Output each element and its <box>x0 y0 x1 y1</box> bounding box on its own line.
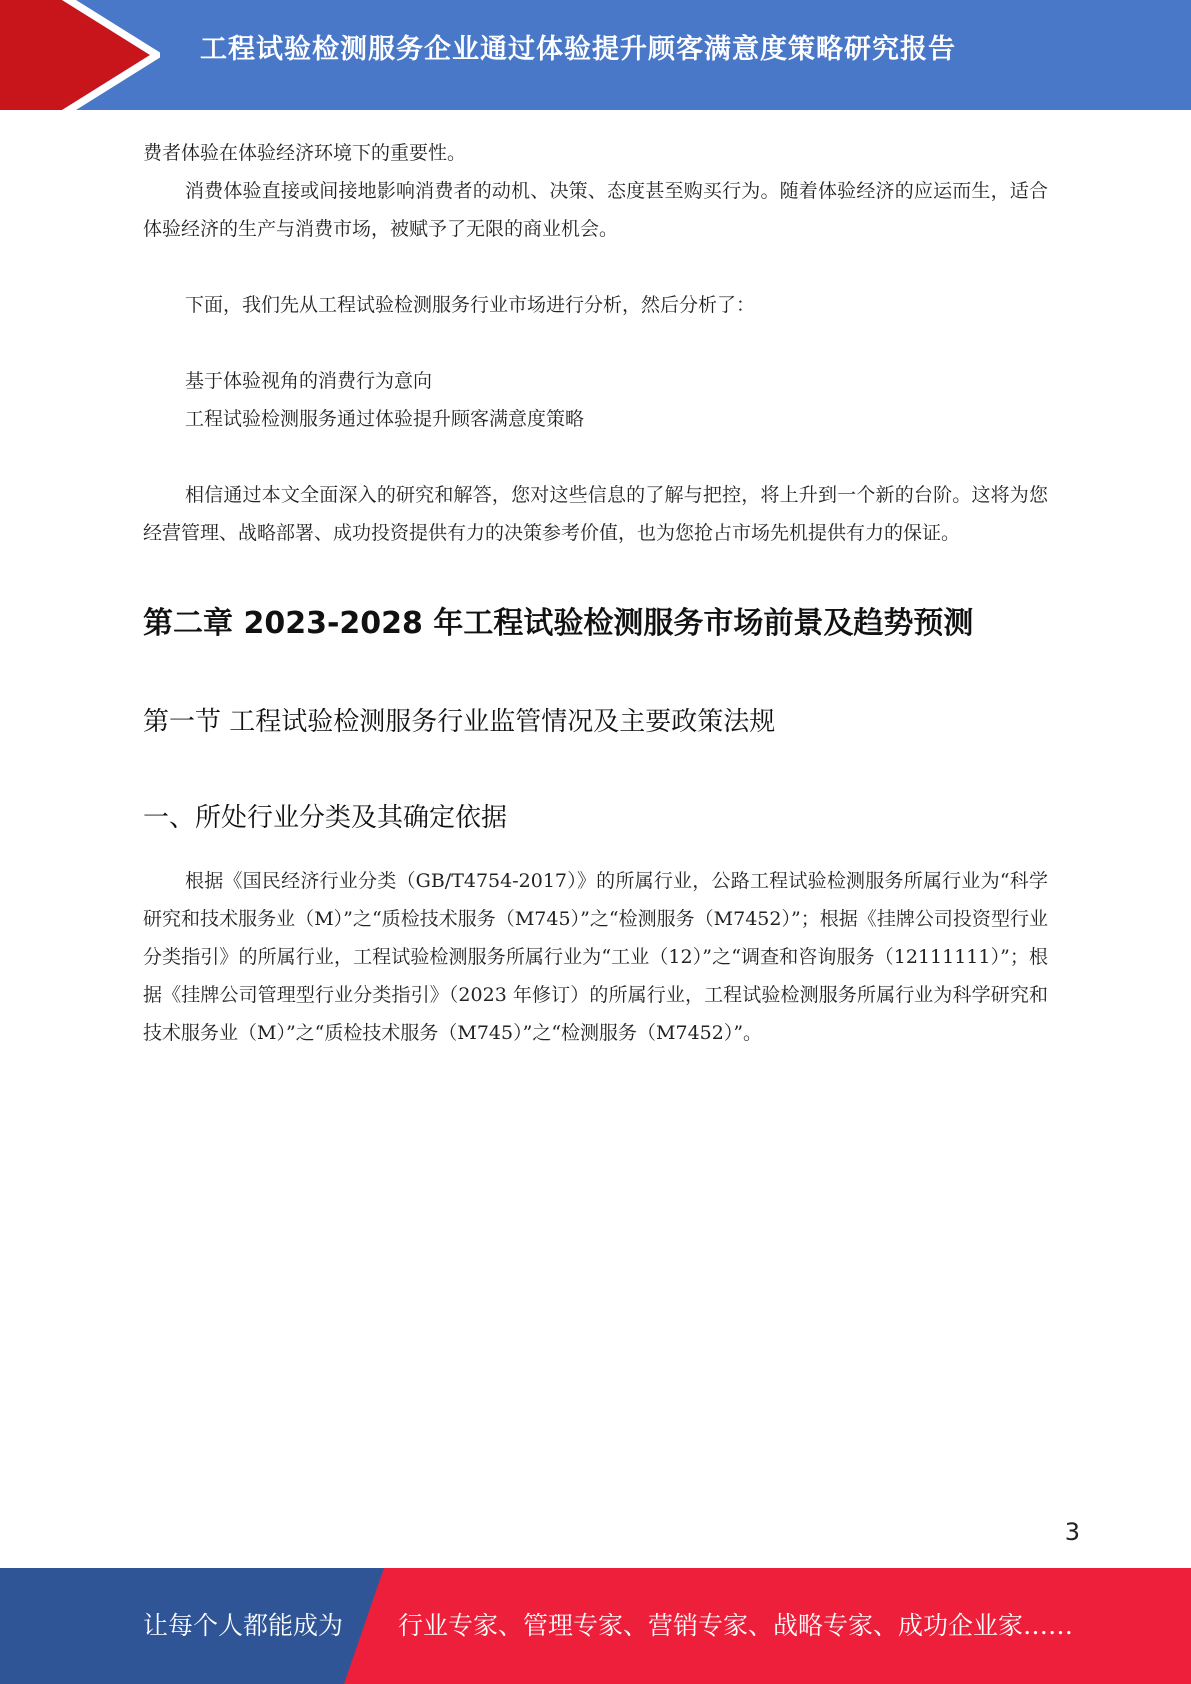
page-header <box>0 0 1191 110</box>
chapter-title: 第二章 2023-2028 年工程试验检测服务市场前景及趋势预测 <box>143 606 974 641</box>
footer-slogan-right: 行业专家、管理专家、营销专家、战略专家、成功企业家…… <box>398 1611 1074 1640</box>
paragraph-conclusion: 相信通过本文全面深入的研究和解答，您对这些信息的了解与把控，将上升到一个新的台阶。这将为您经营管理、战略部署、成功投资提供有力的决策参考价值，也为您抢占市场先机提供有力的保证。 <box>143 484 1048 544</box>
report-title: 工程试验检测服务企业通过体验提升顾客满意度策略研究报告 <box>200 34 956 65</box>
section-title: 第一节 工程试验检测服务行业监管情况及主要政策法规 <box>143 707 776 737</box>
document-body <box>143 134 1048 1052</box>
subsection-title: 一、所处行业分类及其确定依据 <box>143 803 508 833</box>
footer-slogan-left: 让每个人都能成为 <box>143 1611 344 1640</box>
paragraph-experience: 消费体验直接或间接地影响消费者的动机、决策、态度甚至购买行为。随着体验经济的应运而生，适合体验经济的生产与消费市场，被赋予了无限的商业机会。 <box>143 180 1048 240</box>
red-chevron-decoration <box>0 0 160 110</box>
page-footer <box>0 1568 1191 1684</box>
list-item: 工程试验检测服务通过体验提升顾客满意度策略 <box>185 408 585 430</box>
page-number: 3 <box>1064 1518 1080 1546</box>
paragraph-intro: 下面，我们先从工程试验检测服务行业市场进行分析，然后分析了： <box>185 294 756 316</box>
paragraph-continuation: 费者体验在体验经济环境下的重要性。 <box>143 142 467 164</box>
paragraph-classification: 根据《国民经济行业分类（GB/T4754-2017）》的所属行业，公路工程试验检测服务所属行业为“科学研究和技术服务业（M）”之“质检技术服务（M745）”之“检测服务（M7452）”；根据《挂牌公司投资型行业分类指引》的所属行业，工程试验检测服务所属行业为“工业（12）”之“调查和咨询服务（12111111）”；根据《挂牌公司管理型行业分类指引》（2023 年修订）的所属行业，工程试验检测服务所属行业为科学研究和技术服务业（M）”之“质检技术服务（M745）”之“检测服务（M7452）”。 <box>143 870 1048 1044</box>
list-item: 基于体验视角的消费行为意向 <box>185 370 433 392</box>
